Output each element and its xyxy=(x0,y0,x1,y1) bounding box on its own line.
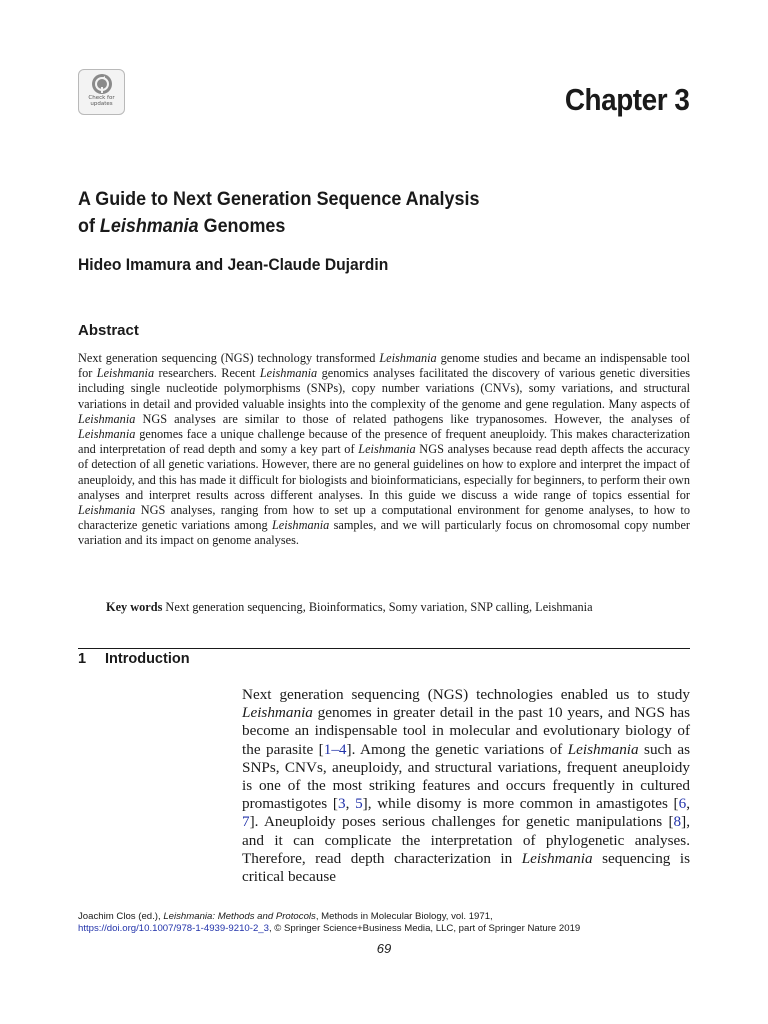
badge-label-line2: updates xyxy=(90,101,113,107)
genus-name: Leishmania xyxy=(78,427,136,442)
paper-title xyxy=(78,186,630,240)
intro-text: ], and it can complicate the interpretation of phylogenetic analyses. Therefore, read depth characterization in xyxy=(242,813,690,867)
abstract-text: genome studies and became an indispensable tool for xyxy=(78,351,691,381)
section-number: 1 xyxy=(78,651,87,667)
abstract-text: researchers. Recent xyxy=(154,366,260,381)
reference-link[interactable]: 6 xyxy=(678,795,687,813)
intro-text: ]. Among the genetic variations of xyxy=(346,740,568,758)
genus-name: Leishmania xyxy=(358,442,416,457)
section-divider xyxy=(78,648,690,649)
badge-label-line1: Check for xyxy=(88,95,115,101)
genus-name: Leishmania xyxy=(242,704,313,722)
reference-link[interactable]: 3 xyxy=(337,795,346,813)
footer-editor: Joachim Clos (ed.), xyxy=(78,911,164,922)
keywords-text: Next generation sequencing, Bioinformatics, Somy variation, SNP calling, Leishmania xyxy=(162,600,593,614)
update-icon xyxy=(91,73,113,95)
reference-link[interactable]: 1–4 xyxy=(323,740,347,758)
abstract-heading: Abstract xyxy=(78,322,139,339)
intro-text: Next generation sequencing (NGS) technologies enabled us to study xyxy=(242,686,690,703)
footer-series: , Methods in Molecular Biology, vol. 1971, xyxy=(315,911,493,922)
abstract-text: NGS analyses are similar to those of related pathogens like trypanosomes. However, the analyses of xyxy=(135,411,690,426)
reference-link[interactable]: 8 xyxy=(673,813,682,831)
reference-link[interactable]: 5 xyxy=(355,795,363,813)
genus-name: Leishmania xyxy=(379,351,437,365)
intro-text: , xyxy=(686,795,691,813)
authors: Hideo Imamura and Jean-Claude Dujardin xyxy=(78,255,389,274)
abstract-body xyxy=(78,351,690,549)
footer-copyright: , © Springer Science+Business Media, LLC, part of Springer Nature 2019 xyxy=(268,923,581,934)
footer-book-title: Leishmania: Methods and Protocols xyxy=(163,911,316,922)
abstract-text: genomes face a unique challenge because of the presence of frequent aneuploidy. This makes characterization and interpretation of read depth and somy a key part of xyxy=(78,427,690,457)
genus-name: Leishmania xyxy=(521,849,593,867)
doi-link[interactable]: https://doi.org/10.1007/978-1-4939-9210-2_3 xyxy=(78,923,269,934)
title-prefix: of xyxy=(78,215,100,237)
abstract-text: Next generation sequencing (NGS) technology transformed xyxy=(78,351,380,365)
page-number: 69 xyxy=(376,941,392,956)
introduction-body xyxy=(242,686,690,886)
intro-text: such as SNPs, CNVs, aneuploidy, and structural variations, frequent aneuploidy is one of the most striking features and occurs frequently in cultured promastigotes [ xyxy=(242,740,690,813)
chapter-label: Chapter 3 xyxy=(564,82,689,117)
intro-text: ], while disomy is more common in amastigotes [ xyxy=(362,795,679,813)
genus-name: Leishmania xyxy=(567,740,639,758)
genus-name: Leishmania xyxy=(259,366,318,381)
abstract-text: NGS analyses, ranging from how to set up a computational environment for genome analyses, to how to characterize genetic variations among xyxy=(78,503,690,533)
title-line-1: A Guide to Next Generation Sequence Analysis xyxy=(78,188,480,210)
title-line-2 xyxy=(78,213,630,240)
keywords-label: Key words xyxy=(106,600,163,614)
footer-citation xyxy=(78,911,698,935)
genus-name: Leishmania xyxy=(271,518,330,533)
intro-text: ]. Aneuploidy poses serious challenges for genetic manipulations [ xyxy=(249,813,674,831)
intro-text: sequencing is critical because xyxy=(242,849,691,886)
intro-text: genomes in greater detail in the past 10 years, and NGS has become an indispensable tool in molecular and evolutionary biology of the parasite [ xyxy=(242,704,690,758)
check-for-updates-badge[interactable] xyxy=(78,69,125,115)
keywords xyxy=(106,600,593,615)
footer-line-2 xyxy=(78,923,698,935)
footer-line-1 xyxy=(78,911,698,923)
genus-name: Leishmania xyxy=(78,411,136,426)
intro-text: , xyxy=(345,795,356,813)
abstract-text: NGS analyses because read depth affects the accuracy of detection of all genetic variations. However, there are no general guidelines on how to explore and interpret the impact of aneuploidy, and this has made it difficult for biologists and bioinformaticians, especially for beginners, to perform their own analyses and interpret results across different analyses. In this guide we discuss a wide range of topics essential for xyxy=(78,442,690,502)
title-suffix: Genomes xyxy=(198,215,286,237)
abstract-text: genomics analyses facilitated the discovery of various genetic diversities including single nucleotide polymorphisms (SNPs), copy number variations (CNVs), somy variations, and structural variations in detail and provided valuable insights into the complexity of the genome and gene regulation. Many aspects of xyxy=(78,366,690,411)
genus-name: Leishmania xyxy=(96,366,155,381)
genus-name: Leishmania xyxy=(78,503,136,518)
title-italic: Leishmania xyxy=(99,215,199,237)
reference-link[interactable]: 7 xyxy=(242,813,250,831)
section-title: Introduction xyxy=(105,651,190,667)
abstract-text: samples, and we will particularly focus on chromosomal copy number variation and its impact on genome analyses. xyxy=(78,518,690,548)
